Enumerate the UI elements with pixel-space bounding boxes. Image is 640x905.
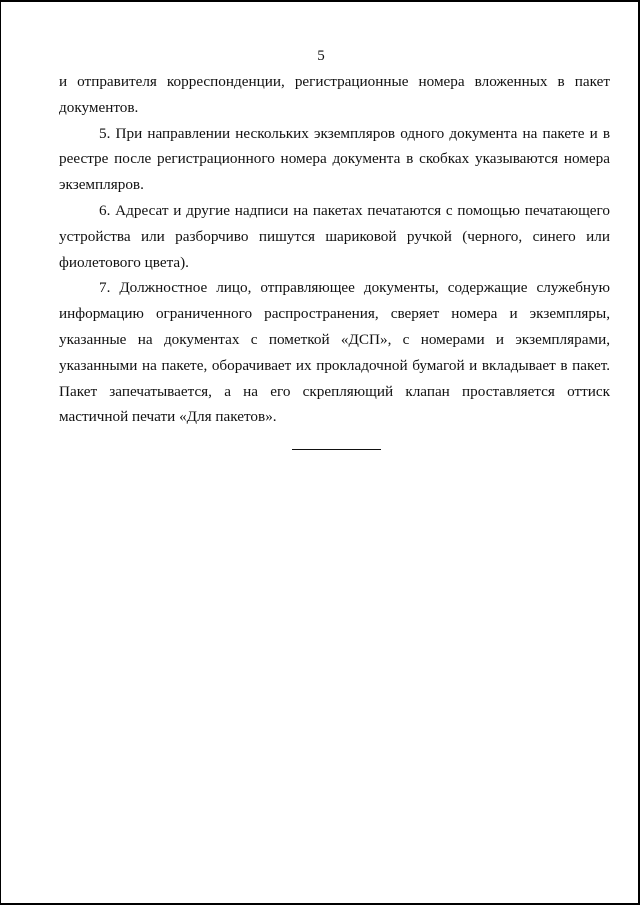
paragraph-continuation: и отправителя корреспонденции, регистрационные номера вложенных в пакет документов. [59,73,610,116]
paragraph-item-6: 6. Адресат и другие надписи на пакетах печатаются с помощью печатающего устройства или разборчиво пишутся шариковой ручкой (черного, синего или фиолетового цвета). [59,201,610,271]
page-number: 5 [317,48,325,64]
paragraph-item-7: 7. Должностное лицо, отправляющее документы, содержащие служебную информацию ограниченного распространения, сверяет номера и экземпляры, указанные на документах с пометкой «ДСП», с номерами и экземплярами, указанными на пакете, оборачивает их прокладочной бумагой и вкладывает в пакет. Пакет запечатывается, а на его скрепляющий клапан проставляется оттиск мастичной печати «Для пакетов». [59,279,610,426]
document-body [59,69,610,430]
end-of-text-rule [292,449,381,450]
paragraph-item-5: 5. При направлении нескольких экземпляров одного документа на пакете и в реестре после регистрационного номера документа в скобках указываются номера экземпляров. [59,124,610,194]
